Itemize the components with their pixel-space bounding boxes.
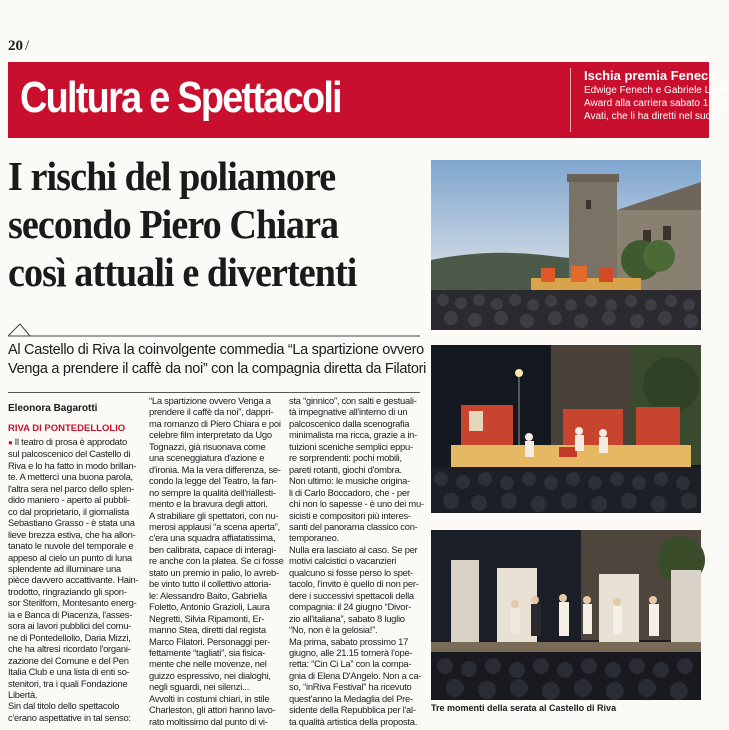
body-line: ta qualità artistica della proposta. xyxy=(289,715,418,727)
body-line: sicisti e compositori più interes- xyxy=(289,509,411,521)
body-line: lieve brezza estiva, che ha allon- xyxy=(8,528,136,540)
body-line: sul palcoscenico del Castello di xyxy=(8,448,131,460)
photo-castle-dusk xyxy=(431,160,701,330)
body-line: mento e la bravura degli attori. xyxy=(149,498,268,510)
body-line: negli sguardi, nei silenzi... xyxy=(149,681,250,693)
body-line: Negretti, Silvia Ripamonti, Er- xyxy=(149,612,265,624)
body-line: dido maniero - aperto al pubbli- xyxy=(8,494,130,506)
body-line: Tognazzi, già risuonava come xyxy=(149,440,266,452)
body-line: Riva e lo ha fatto in modo brillan- xyxy=(8,459,137,471)
body-line: ne di Pontedellolio, Daria Mizzi, xyxy=(8,631,131,643)
banner-separator xyxy=(570,68,571,132)
body-line: no sempre la qualità dell'riallesti- xyxy=(149,486,276,498)
body-line: le: Alessandro Baito, Gabriella xyxy=(149,589,267,601)
castle-photo-image xyxy=(431,160,701,330)
subtitle-line: Venga a prendere il caffè da noi” con la compagnia diretta da Filatori xyxy=(8,361,427,377)
teaser-line: Avati, che li ha diretti nel suo u xyxy=(584,111,720,122)
body-line: Italia Club e una lista di enti so- xyxy=(8,666,130,678)
body-line: una sceneggiatura d'azione e xyxy=(149,452,265,464)
body-line: be vinto tutto il collettivo attoria- xyxy=(149,578,272,590)
body-line: sor Sterilfom, Montesanto energ- xyxy=(8,597,137,609)
teaser-line: Edwige Fenech e Gabriele Lavia xyxy=(584,85,729,96)
body-line: appeso al cielo un punto di luna xyxy=(8,551,132,563)
body-line: ia e Banca di Piacenza, l'asses- xyxy=(8,608,133,620)
body-line: pièce davvero accattivante. Hain- xyxy=(8,574,139,586)
body-line: gnia di Elena D'Angelo. Non a ca- xyxy=(289,669,422,681)
subtitle-divider xyxy=(8,392,420,393)
body-line: chi non lo sapesse - è uno dei mu- xyxy=(289,498,424,510)
body-line: d'ironia. Ma la vera differenza, se- xyxy=(149,463,281,475)
dateline-location: RIVA DI PONTEDELLOLIO xyxy=(8,423,126,434)
author-byline: Eleonora Bagarotti xyxy=(8,403,98,414)
subtitle-line: Al Castello di Riva la coinvolgente commedia “La spartizione ovvero xyxy=(8,342,424,358)
body-line: Sin dal titolo dello spettacolo xyxy=(8,700,120,712)
body-line: Ma prima, sabato prossimo 17 xyxy=(289,635,409,647)
body-line: manno Stea, diretti dal regista xyxy=(149,624,266,636)
body-line: Marco Filatori. Personaggi per- xyxy=(149,635,270,647)
body-line: stato un premio in palio, lo avreb- xyxy=(149,566,279,578)
body-line: Foletto, Antonio Grazioli, Laura xyxy=(149,601,270,613)
body-line: palcoscenico dalla scenografia xyxy=(289,417,410,429)
page-number: 20 / xyxy=(8,38,30,54)
body-line: “No, non è la gelosia!”. xyxy=(289,624,378,636)
body-line: fettamente “tagliati”, sia fisica- xyxy=(149,646,266,658)
photo-actors-stage xyxy=(431,530,701,700)
photo-caption: Tre momenti della serata al Castello di Riva xyxy=(431,703,617,713)
body-line: c'era una squadra affiatatissima, xyxy=(149,532,276,544)
actors-photo-image xyxy=(431,530,701,700)
body-line: “La spartizione ovvero Venga a xyxy=(149,395,271,406)
body-line: so, “inRiva Festival” ha ricevuto xyxy=(289,681,412,693)
body-line: ben calibrata, capace di interagi- xyxy=(149,543,276,555)
body-line: te. A mettercì una buona parola, xyxy=(8,471,133,483)
body-line: splendente ad illuminare una xyxy=(8,562,121,574)
body-line: stenitori, tra i quali Fondazione xyxy=(8,677,128,689)
headline-line: così attuali e divertenti xyxy=(8,249,357,295)
body-line: ● Il teatro di prosa è approdato xyxy=(8,436,127,447)
body-line: Avvolti in costumi chiari, in stile xyxy=(149,692,270,704)
body-line: minimalista ma ricca, grazie a in- xyxy=(289,429,417,441)
body-line: zazione del Comune e del Pen xyxy=(8,654,129,666)
body-line: Sebastiano Grasso - è stata una xyxy=(8,517,135,529)
body-line: tacolo, l'invito è quello di non per- xyxy=(289,578,419,590)
bullet-icon: ● xyxy=(8,438,13,447)
body-line: sora ai lavori pubblici del comu- xyxy=(8,620,132,632)
headline-line: secondo Piero Chiara xyxy=(8,201,339,247)
article-column-1 xyxy=(8,436,145,723)
body-line: A strabiliare gli spettatori, con nu- xyxy=(149,509,279,521)
body-line: dere i successivi spettacoli della xyxy=(289,589,414,601)
body-line: retta: “Cin Ci La” con la compa- xyxy=(289,658,412,670)
article-column-2 xyxy=(149,395,285,727)
section-title: Cultura e Spettacoli xyxy=(20,73,341,122)
body-line: sidente della Repubblica per l'al- xyxy=(289,704,416,716)
body-line: pareti rotanti, giochi d'ombra. xyxy=(289,463,402,475)
body-line: condo la legge del Teatro, la fan- xyxy=(149,475,277,487)
teaser-line: Award alla carriera sabato 15 lu xyxy=(584,98,725,109)
body-line: l'altra sera nel parco dello splen- xyxy=(8,482,134,494)
headline-line: I rischi del poliamore xyxy=(8,153,336,199)
body-line: ma romanzo di Piero Chiara e poi xyxy=(149,417,281,429)
rule-arrow-icon xyxy=(8,318,420,338)
article-subtitle xyxy=(8,341,427,379)
body-line: Libertà. xyxy=(8,688,38,700)
decorative-rule xyxy=(8,318,420,338)
body-line: co dal proprietario, il giornalista xyxy=(8,505,130,517)
body-line: temporaneo. xyxy=(289,532,339,544)
body-line: Charleston, gli attori hanno lavo- xyxy=(149,704,276,716)
teaser-title[interactable]: Ischia premia Fenech xyxy=(584,68,717,83)
body-line: che ha altresì ricordato l'organi- xyxy=(8,643,131,655)
body-line: giugno, alle 21.15 tornerà l'ope- xyxy=(289,646,413,658)
body-line: Non ultimo: le musiche origina- xyxy=(289,475,410,487)
article-headline xyxy=(8,152,399,296)
article-column-3 xyxy=(289,395,423,727)
body-line: rato moltissimo dal punto di vi- xyxy=(149,715,268,727)
body-line: sta “ginnico”, con salti e gestuali- xyxy=(289,395,417,406)
stage-photo-image xyxy=(431,345,701,513)
body-line: qualcuno si fosse perso lo spet- xyxy=(289,566,413,578)
body-line: c'erano aspettative in tal senso: xyxy=(8,711,131,723)
body-line: li di Carlo Boccadoro, che - per xyxy=(289,486,410,498)
body-line: re anche con la platea. Se ci fosse xyxy=(149,555,284,567)
section-banner xyxy=(8,62,729,138)
body-line: zio all'italiana”, sabato 8 luglio xyxy=(289,612,405,624)
body-line: merosi applausi “a scena aperta”, xyxy=(149,520,280,532)
body-line: trodotto, ringraziando gli spon- xyxy=(8,585,127,597)
body-line: celebre film interpretato da Ugo xyxy=(149,429,272,441)
body-line: tanato le nuvole del temporale e xyxy=(8,540,134,552)
body-line: re sorprendenti: pochi mobili, xyxy=(289,452,402,464)
teaser-box[interactable] xyxy=(584,68,729,123)
body-line: quest'anno la Medaglia del Pre- xyxy=(289,692,413,704)
body-line: tuizioni sceniche semplici eppu- xyxy=(289,440,413,452)
photo-stage-night xyxy=(431,345,701,513)
body-line: prendere il caffè da noi”, dappri- xyxy=(149,406,274,418)
body-line: compagnia: il 24 giugno “Divor- xyxy=(289,601,412,613)
body-line: mente che nelle movenze, nel xyxy=(149,658,267,670)
body-line: Nulla era lasciato al caso. Se per xyxy=(289,543,418,555)
body-line: santi del panorama classico con- xyxy=(289,520,418,532)
body-line: tà impegnative all'interno di un xyxy=(289,406,408,418)
body-line: motivi calcistici o vacanzieri xyxy=(289,555,397,567)
body-line: guizzo espressivo, nei dialoghi, xyxy=(149,669,271,681)
